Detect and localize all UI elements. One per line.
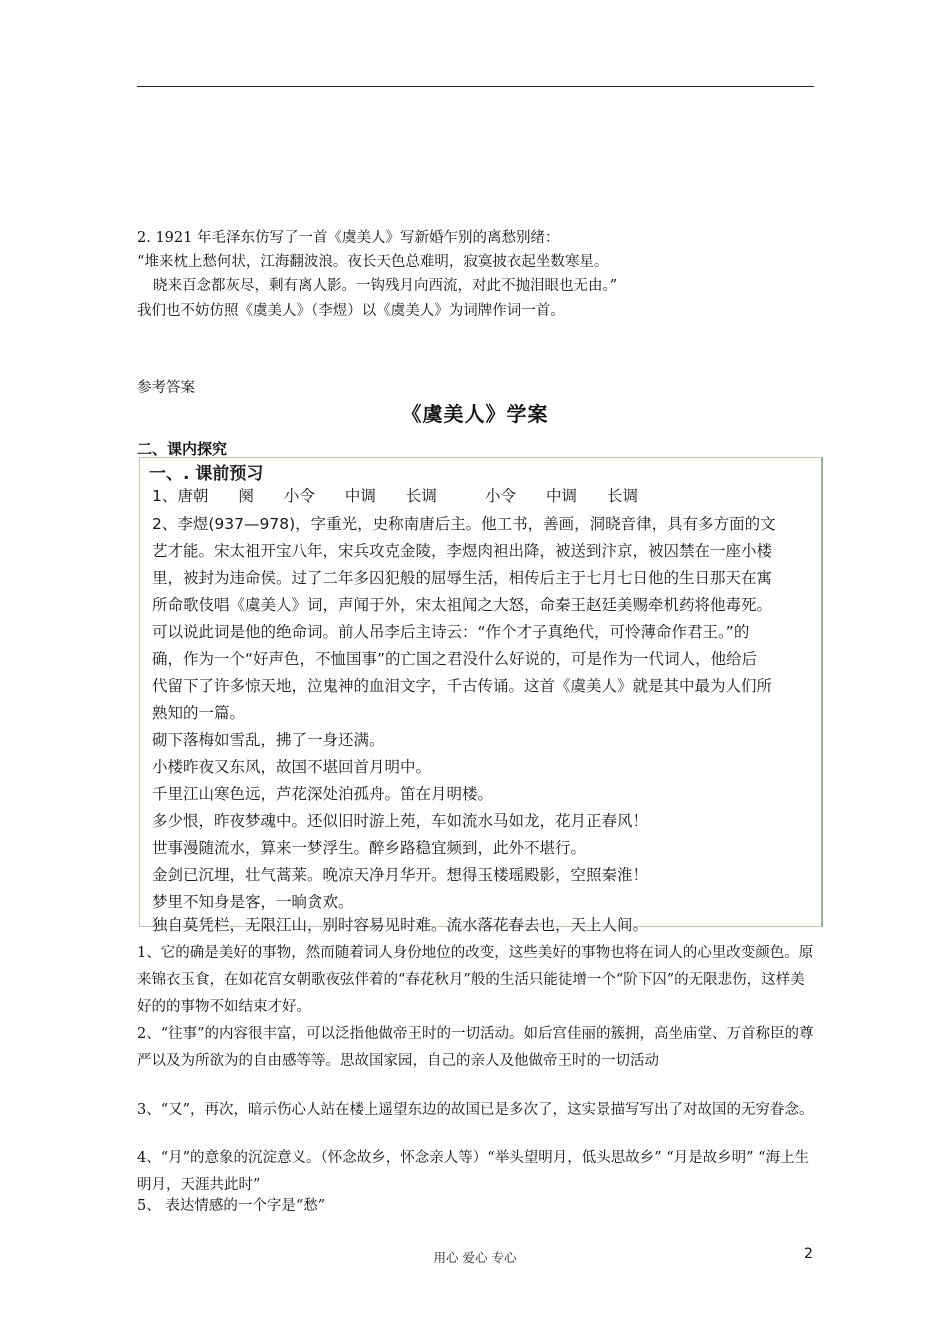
preview-line: 艺才能。宋太祖开宝八年，宋兵攻克金陵，李煜肉袒出降，被送到汴京，被囚禁在一座小楼 bbox=[152, 542, 773, 560]
answer-item-3: 3、“又”，再次，暗示伤心人站在楼上遥望东边的故国已是多次了，这实景描写写出了对故国的无穷眷念。 bbox=[137, 1102, 814, 1118]
answer-changdiao-2: 长调 bbox=[606, 487, 638, 505]
preview-answer-row-1 bbox=[152, 484, 638, 506]
poem-line-1: “堆来枕上愁何状，江海翻波浪。夜长天色总难明，寂寞披衣起坐数寒星。 bbox=[137, 254, 609, 270]
poem-line-2: 晓来百念都灰尽，剩有离人影。一钩残月向西流，对此不抛泪眼也无由。” bbox=[153, 278, 618, 294]
answer-item-1: 1、它的确是美好的事物，然而随着词人身份地位的改变，这些美好的事物也将在词人的心里改变颜色。原来锦衣玉食，在如花宫女朝歌夜弦伴着的“春花秋月”般的生活只能徒增一个“阶下囚”的无限悲伤，这样美好的的事物不如结束才好。 bbox=[137, 945, 814, 1015]
preview-box bbox=[139, 457, 823, 934]
question-2-task: 我们也不妨仿照《虞美人》（李煜）以《虞美人》为词牌作词一首。 bbox=[137, 303, 565, 319]
preview-line: 里，被封为违命侯。过了二年多囚犯般的屈辱生活，相传后主于七月七日他的生日那天在寓 bbox=[152, 569, 773, 587]
poem-verse: 独自莫凭栏，无限江山，别时容易见时难。流水落花春去也，天上人间。 bbox=[152, 916, 649, 934]
poem-verse: 千里江山寒色远，芦花深处泊孤舟。笛在月明楼。 bbox=[152, 785, 494, 803]
preview-line: 所命歌伎唱《虞美人》词，声闻于外，宋太祖闻之大怒，命秦王赵廷美赐牵机药将他毒死。 bbox=[152, 596, 773, 614]
answer-dynasty: 1、唐朝 bbox=[152, 487, 209, 505]
answer-item-5: 5、 表达情感的一个字是“愁” bbox=[137, 1198, 326, 1214]
answer-que: 阕 bbox=[238, 487, 254, 505]
poem-verse: 世事漫随流水，算来一梦浮生。醉乡路稳宜频到，此外不堪行。 bbox=[152, 839, 587, 857]
answer-item-2: 2、“往事”的内容很丰富，可以泛指他做帝王时的一切活动。如后宫佳丽的簇拥，高坐庙堂、万首称臣的尊严以及为所欲为的自由感等等。思故国家园，自己的亲人及他做帝王时的一切活动 bbox=[137, 1026, 814, 1069]
poem-verse: 梦里不知身是客，一晌贪欢。 bbox=[152, 893, 354, 911]
preview-line: 确，作为一个“好声色，不恤国事”的亡国之君没什么好说的，可是作为一代词人，他给后 bbox=[152, 650, 758, 668]
question-2-intro: 2. 1921 年毛泽东仿写了一首《虞美人》写新婚乍别的离愁别绪： bbox=[137, 230, 560, 246]
answer-zhongdiao-1: 中调 bbox=[344, 487, 376, 505]
answer-xiaoling-2: 小令 bbox=[484, 487, 516, 505]
page-footer: 用心 爱心 专心 bbox=[433, 1250, 517, 1265]
answer-item-4: 4、“月”的意象的沉淀意义。（怀念故乡，怀念亲人等）“举头望明月，低头思故乡” “月是故乡明” “海上生明月，天涯共此时” bbox=[137, 1150, 810, 1193]
preview-line: 代留下了许多惊天地，泣鬼神的血泪文字，千古传诵。这首《虞美人》就是其中最为人们所 bbox=[152, 677, 773, 695]
reference-answer-label: 参考答案 bbox=[137, 380, 195, 396]
poem-verse: 砌下落梅如雪乱，拂了一身还满。 bbox=[152, 731, 385, 749]
preview-line: 可以说此词是他的绝命词。前人吊李后主诗云：“作个才子真绝代，可怜薄命作君王。”的 bbox=[152, 623, 750, 641]
section-heading: 二、课内探究 bbox=[137, 440, 228, 458]
document-title: 《虞美人》学案 bbox=[401, 402, 549, 426]
poem-verse: 多少恨，昨夜梦魂中。还似旧时游上苑，车如流水马如龙，花月正春风！ bbox=[152, 812, 649, 830]
answer-zhongdiao-2: 中调 bbox=[545, 487, 577, 505]
answer-xiaoling-1: 小令 bbox=[283, 487, 315, 505]
poem-verse: 小楼昨夜又东风，故国不堪回首月明中。 bbox=[152, 758, 432, 776]
header-rule bbox=[137, 86, 814, 87]
answer-changdiao-1: 长调 bbox=[405, 487, 437, 505]
preview-line: 2、李煜(937—978)，字重光，史称南唐后主。他工书，善画，洞晓音律，具有多方面的文 bbox=[152, 515, 776, 533]
preview-line: 熟知的一篇。 bbox=[152, 704, 246, 722]
poem-verse: 金剑已沉埋，壮气蒿莱。晚凉天净月华开。想得玉楼瑶殿影，空照秦淮！ bbox=[152, 866, 649, 884]
page-number: 2 bbox=[804, 1246, 813, 1262]
preview-heading: 一、. 课前预习 bbox=[149, 464, 264, 484]
